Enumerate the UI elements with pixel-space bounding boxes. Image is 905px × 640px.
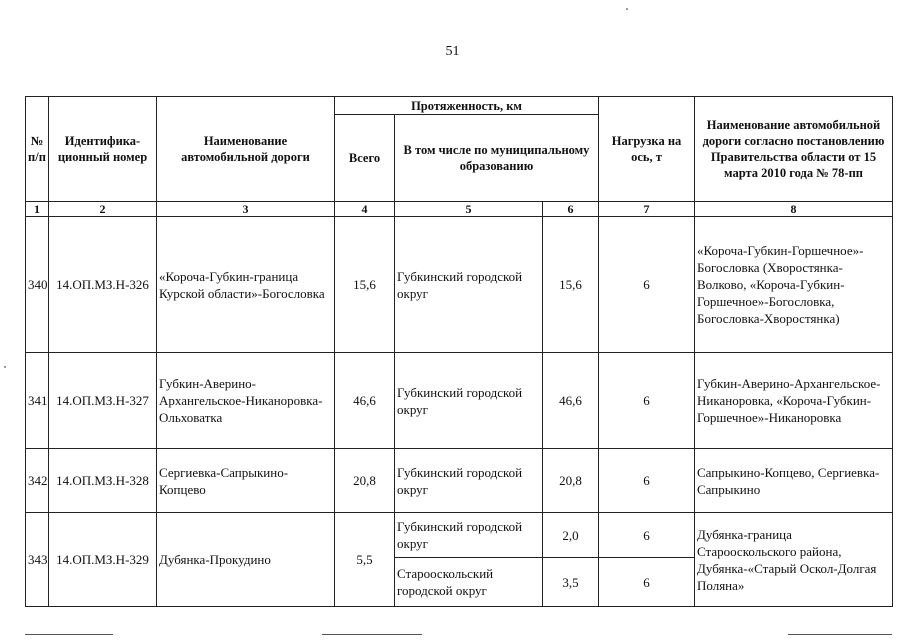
length-total: 46,6: [335, 353, 395, 449]
table-row: [26, 217, 893, 353]
row-number: 341: [26, 353, 49, 449]
axle-load: 6: [599, 513, 695, 558]
municipality-length: 15,6: [543, 217, 599, 353]
municipality-length: 20,8: [543, 449, 599, 513]
municipality: Губкинский городской округ: [395, 449, 543, 513]
header-id: Идентифика-ционный номер: [49, 97, 157, 202]
column-number: 5: [395, 202, 543, 217]
column-number: 8: [695, 202, 893, 217]
header-axle-load: Нагрузка на ось, т: [599, 97, 695, 202]
decree-road-name: Дубянка-граница Старооскольского района, Дубянка-«Старый Оскол-Долгая Поляна»: [695, 513, 893, 607]
axle-load: 6: [599, 217, 695, 353]
column-number: 1: [26, 202, 49, 217]
page-number: 51: [445, 44, 460, 59]
row-number: 342: [26, 449, 49, 513]
table-row: [26, 513, 893, 558]
header-row-1: [26, 97, 893, 115]
header-decree-name: Наименование автомобильной дороги согласно постановлению Правительства области от 15 марта 2010 года № 78-пп: [695, 97, 893, 202]
column-number: 7: [599, 202, 695, 217]
axle-load: 6: [599, 558, 695, 607]
column-number: 3: [157, 202, 335, 217]
road-id: 14.ОП.МЗ.Н-327: [49, 353, 157, 449]
road-id: 14.ОП.МЗ.Н-326: [49, 217, 157, 353]
length-total: 5,5: [335, 513, 395, 607]
scan-speck: [4, 366, 6, 368]
decree-road-name: «Короча-Губкин-Горшечное»-Богословка (Хворостянка-Волково, «Короча-Губкин-Горшечное»-Богословка, Богословка-Хворостянка): [695, 217, 893, 353]
row-number: 343: [26, 513, 49, 607]
header-road-name: Наименование автомобильной дороги: [157, 97, 335, 202]
municipality-length: 46,6: [543, 353, 599, 449]
scan-line: [788, 634, 892, 635]
road-id: 14.ОП.МЗ.Н-328: [49, 449, 157, 513]
road-name: Губкин-Аверино-Архангельское-Никаноровка-Ольховатка: [157, 353, 335, 449]
road-id: 14.ОП.МЗ.Н-329: [49, 513, 157, 607]
table-row: [26, 449, 893, 513]
scan-line: [322, 634, 422, 635]
header-no: № п/п: [26, 97, 49, 202]
column-number: 6: [543, 202, 599, 217]
axle-load: 6: [599, 353, 695, 449]
table-row: [26, 353, 893, 449]
municipality: Старооскольский городской округ: [395, 558, 543, 607]
decree-road-name: Губкин-Аверино-Архангельское-Никаноровка, «Короча-Губкин-Горшечное»-Никаноровка: [695, 353, 893, 449]
header-length-group: Протяженность, км: [335, 97, 599, 115]
header-municipal: В том числе по муниципальному образованию: [395, 115, 599, 202]
header-total: Всего: [335, 115, 395, 202]
column-number-row: [26, 202, 893, 217]
scan-line: [25, 634, 113, 635]
column-number: 2: [49, 202, 157, 217]
row-number: 340: [26, 217, 49, 353]
municipality: Губкинский городской округ: [395, 353, 543, 449]
road-name: «Короча-Губкин-граница Курской области»-Богословка: [157, 217, 335, 353]
roads-table: [25, 96, 893, 607]
municipality: Губкинский городской округ: [395, 513, 543, 558]
municipality-length: 3,5: [543, 558, 599, 607]
length-total: 20,8: [335, 449, 395, 513]
municipality-length: 2,0: [543, 513, 599, 558]
axle-load: 6: [599, 449, 695, 513]
column-number: 4: [335, 202, 395, 217]
municipality: Губкинский городской округ: [395, 217, 543, 353]
length-total: 15,6: [335, 217, 395, 353]
road-name: Сергиевка-Сапрыкино-Копцево: [157, 449, 335, 513]
decree-road-name: Сапрыкино-Копцево, Сергиевка-Сапрыкино: [695, 449, 893, 513]
road-name: Дубянка-Прокудино: [157, 513, 335, 607]
scan-speck: [626, 8, 628, 10]
